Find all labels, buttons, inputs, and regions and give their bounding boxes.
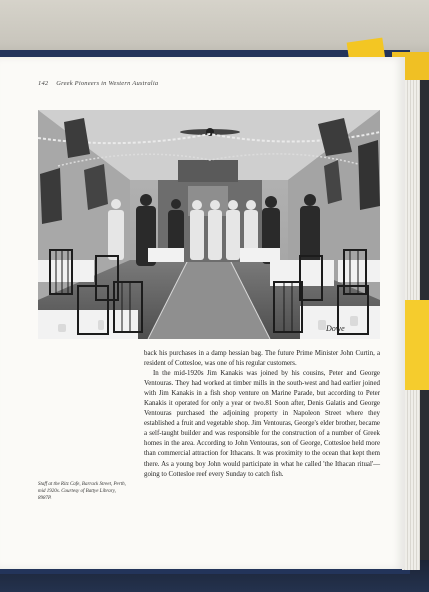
cafe-staff-photo: [38, 110, 380, 339]
paragraph: back his purchases in a damp hessian bag. The future Prime Minister John Curtin, a resident of Cottesloe, was one of his regular customers.: [144, 350, 380, 368]
paragraph: In the mid-1920s Jim Kanakis was joined by his cousins, Peter and George Ventouras. They had worked at timber mills in the south-west and had earlier joined with Jim Kanakis in a fish shop venture on Marine Parade, but according to Peter Kanakis it operated for only a year or two.81 Soon after, Denis Galatis and George Ventouras purchased the adjoining property in Napoleon Street where they established a fruit and vegetable shop. Jim Ventouras, George's elder brother, became a self-taught builder and was responsible for the construction of a number of Greek homes in the area. According to John Ventouras, son of George, Cottesloe held more than commercial attraction for Ithacans. It was proximity to the ocean that kept them there. As a young boy John would participate in what he called 'the Ithacan ritual'—going to Cottesloe reef every Sunday to catch fish.: [144, 370, 380, 478]
running-header: [38, 80, 338, 92]
body-text: [144, 349, 380, 480]
sticky-tab: [404, 300, 429, 390]
photo-caption: Staff at the Ritz Cafe, Barrack Street, Perth, mid 1920s. Courtesy of Battye Library, 8987P.: [38, 482, 126, 501]
page-number: 142: [38, 80, 49, 87]
photographer-signature: Dowe: [326, 324, 345, 333]
photo-illustration: [38, 110, 380, 339]
running-title: Greek Pioneers in Western Australia: [56, 80, 159, 87]
